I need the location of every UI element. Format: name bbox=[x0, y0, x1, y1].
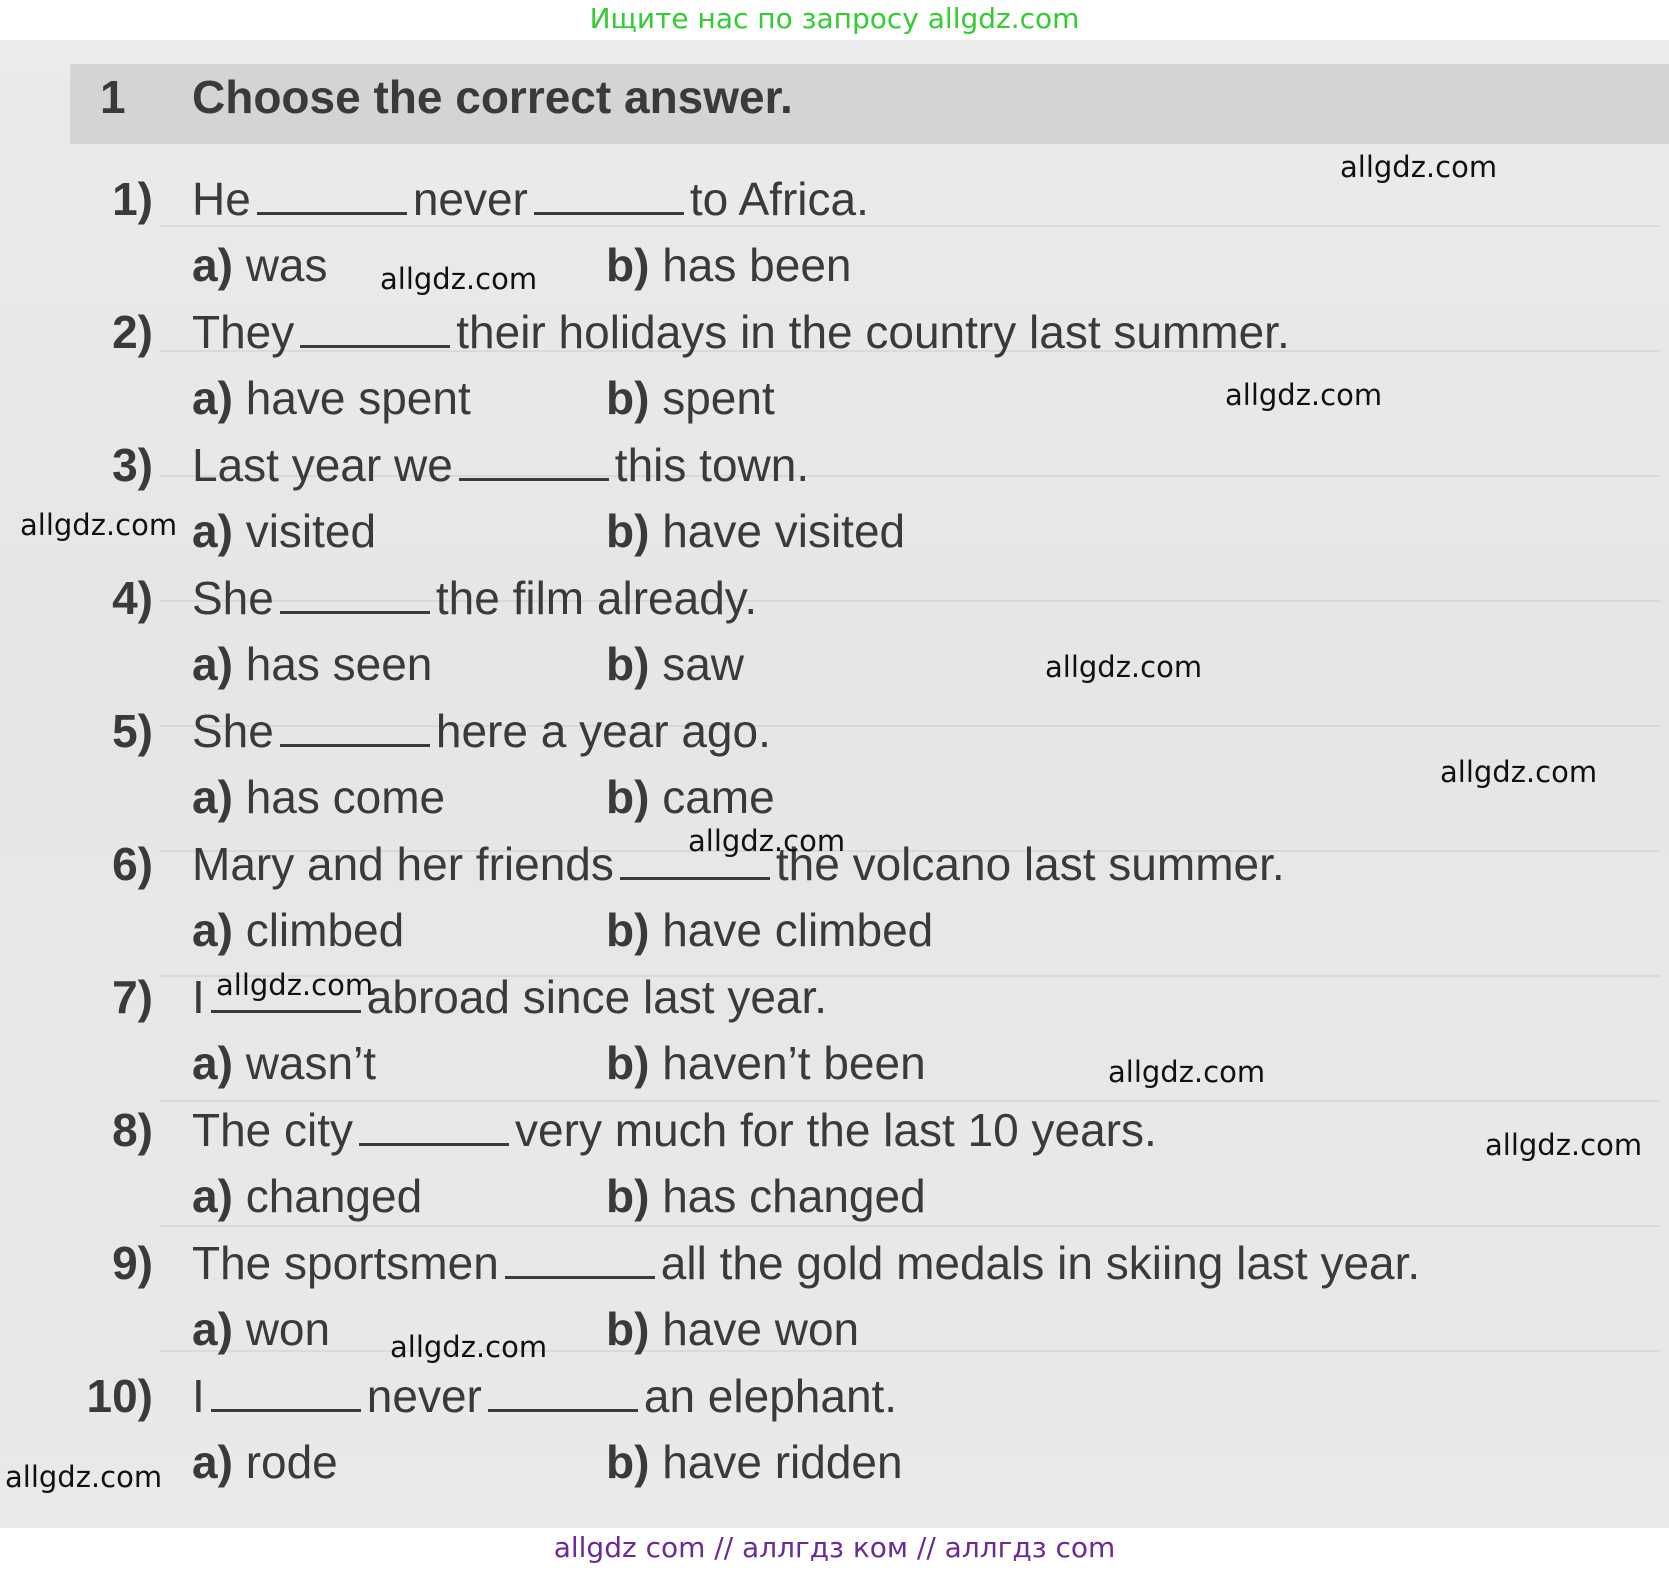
option-a: a) have spent bbox=[192, 372, 471, 424]
exercise-number: 1 bbox=[100, 71, 126, 123]
question-10 bbox=[0, 1369, 1669, 1503]
option-b: b) spent bbox=[606, 372, 775, 424]
option-b: b) has been bbox=[606, 239, 852, 291]
question-text: The city very much for the last 10 years. bbox=[192, 1104, 1157, 1156]
answer-blank bbox=[505, 1240, 655, 1279]
watermark: allgdz.com bbox=[1045, 650, 1203, 684]
watermark: allgdz.com bbox=[5, 1460, 163, 1494]
option-a: a) has seen bbox=[192, 638, 433, 690]
answer-blank bbox=[257, 176, 407, 215]
question-number: 10) bbox=[86, 1370, 153, 1422]
option-b: b) came bbox=[606, 771, 775, 823]
option-a: a) visited bbox=[192, 505, 377, 557]
option-b: b) have won bbox=[606, 1303, 860, 1355]
watermark: allgdz.com bbox=[20, 508, 178, 542]
option-a: a) was bbox=[192, 239, 328, 291]
question-2 bbox=[0, 305, 1669, 439]
watermark: allgdz.com bbox=[1108, 1055, 1266, 1089]
answer-blank bbox=[488, 1373, 638, 1412]
option-b: b) haven’t been bbox=[606, 1037, 926, 1089]
answer-blank bbox=[280, 708, 430, 747]
option-a: a) climbed bbox=[192, 904, 405, 956]
question-number: 5) bbox=[112, 705, 153, 757]
question-9 bbox=[0, 1236, 1669, 1370]
top-banner: Ищите нас по запросу allgdz.com bbox=[0, 0, 1669, 40]
answer-blank bbox=[359, 1107, 509, 1146]
question-text: They their holidays in the country last summer. bbox=[192, 306, 1290, 358]
option-a: a) rode bbox=[192, 1436, 338, 1488]
watermark: allgdz.com bbox=[1485, 1128, 1643, 1162]
question-text: Mary and her friends the volcano last summer. bbox=[192, 838, 1285, 890]
option-a: a) wasn’t bbox=[192, 1037, 377, 1089]
question-number: 3) bbox=[112, 439, 153, 491]
answer-blank bbox=[211, 1373, 361, 1412]
option-b: b) have ridden bbox=[606, 1436, 903, 1488]
question-number: 9) bbox=[112, 1237, 153, 1289]
option-a: a) has come bbox=[192, 771, 446, 823]
option-b: b) have visited bbox=[606, 505, 906, 557]
question-number: 2) bbox=[112, 306, 153, 358]
answer-blank bbox=[534, 176, 684, 215]
question-3 bbox=[0, 438, 1669, 572]
watermark: allgdz.com bbox=[1440, 755, 1598, 789]
question-number: 8) bbox=[112, 1104, 153, 1156]
question-4 bbox=[0, 571, 1669, 705]
option-b: b) have climbed bbox=[606, 904, 934, 956]
watermark: allgdz.com bbox=[216, 968, 374, 1002]
bottom-banner: allgdz com // аллгдз ком // аллгдз com bbox=[0, 1528, 1669, 1570]
question-text: I never an elephant. bbox=[192, 1370, 898, 1422]
textbook-page bbox=[0, 40, 1669, 1528]
question-text: He never to Africa. bbox=[192, 173, 869, 225]
question-8 bbox=[0, 1103, 1669, 1237]
option-a: a) won bbox=[192, 1303, 331, 1355]
watermark: allgdz.com bbox=[1340, 150, 1498, 184]
question-1 bbox=[0, 172, 1669, 306]
exercise-title: Choose the correct answer. bbox=[192, 71, 793, 123]
question-number: 7) bbox=[112, 971, 153, 1023]
question-number: 4) bbox=[112, 572, 153, 624]
answer-blank bbox=[459, 442, 609, 481]
question-text: Last year we this town. bbox=[192, 439, 810, 491]
question-number: 1) bbox=[112, 173, 153, 225]
option-b: b) saw bbox=[606, 638, 745, 690]
question-5 bbox=[0, 704, 1669, 838]
answer-blank bbox=[300, 309, 450, 348]
option-b: b) has changed bbox=[606, 1170, 926, 1222]
question-text: The sportsmen all the gold medals in skiing last year. bbox=[192, 1237, 1421, 1289]
watermark: allgdz.com bbox=[1225, 378, 1383, 412]
question-number: 6) bbox=[112, 838, 153, 890]
option-a: a) changed bbox=[192, 1170, 423, 1222]
watermark: allgdz.com bbox=[390, 1330, 548, 1364]
answer-blank bbox=[280, 575, 430, 614]
watermark: allgdz.com bbox=[688, 824, 846, 858]
question-text: I abroad since last year. bbox=[192, 971, 828, 1023]
question-text: She here a year ago. bbox=[192, 705, 771, 757]
watermark: allgdz.com bbox=[380, 262, 538, 296]
question-text: She the film already. bbox=[192, 572, 758, 624]
